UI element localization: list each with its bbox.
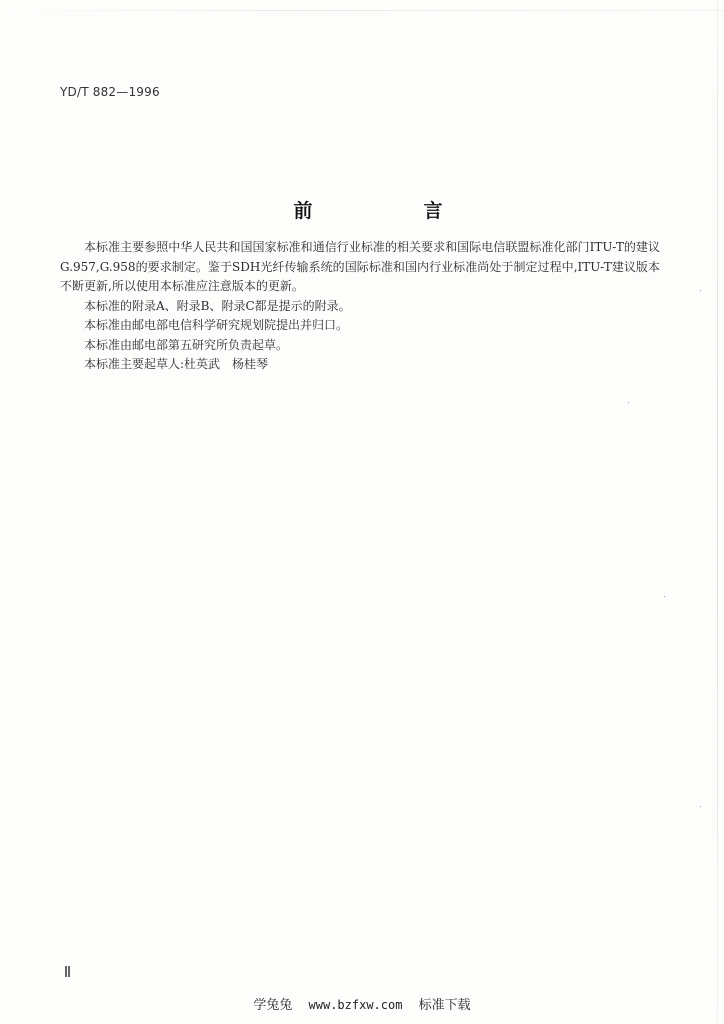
scan-speck xyxy=(628,402,629,403)
paragraph: 本标准由邮电部电信科学研究规划院提出并归口。 xyxy=(84,318,349,332)
margin-mark xyxy=(68,966,70,977)
scan-speck xyxy=(664,596,665,597)
paragraph: 本标准主要起草人:杜英武 杨桂琴 xyxy=(84,357,269,371)
footer-site-url[interactable]: www.bzfxw.com xyxy=(308,998,403,1012)
foreword-body xyxy=(60,238,660,375)
footer-watermark xyxy=(0,994,724,1013)
scan-speck xyxy=(700,806,701,807)
paragraph: 本标准由邮电部第五研究所负责起草。 xyxy=(84,337,289,352)
page-title: 前 言 xyxy=(293,200,489,222)
paragraph: 本标准的附录A、附录B、附录C都是提示的附录。 xyxy=(84,298,351,313)
scan-edge-line xyxy=(717,0,718,1024)
standard-code: YD/T 882—1996 xyxy=(60,85,160,99)
paragraph: 本标准主要参照中华人民共和国国家标准和通信行业标准的相关要求和国际电信联盟标准化部门ITU-T的建议G.957,G.958的要求制定。鉴于SDH光纤传输系统的国际标准和国内行业标准尚处于制定过程中,ITU-T建议版本不断更新,所以使用本标准应注意版本的更新。 xyxy=(60,240,660,293)
footer-site-name: 学兔兔 xyxy=(253,998,293,1013)
scan-edge-line xyxy=(0,10,724,11)
scan-speck xyxy=(700,290,701,291)
margin-mark xyxy=(65,966,67,977)
footer-site-tagline: 标准下载 xyxy=(418,998,471,1013)
